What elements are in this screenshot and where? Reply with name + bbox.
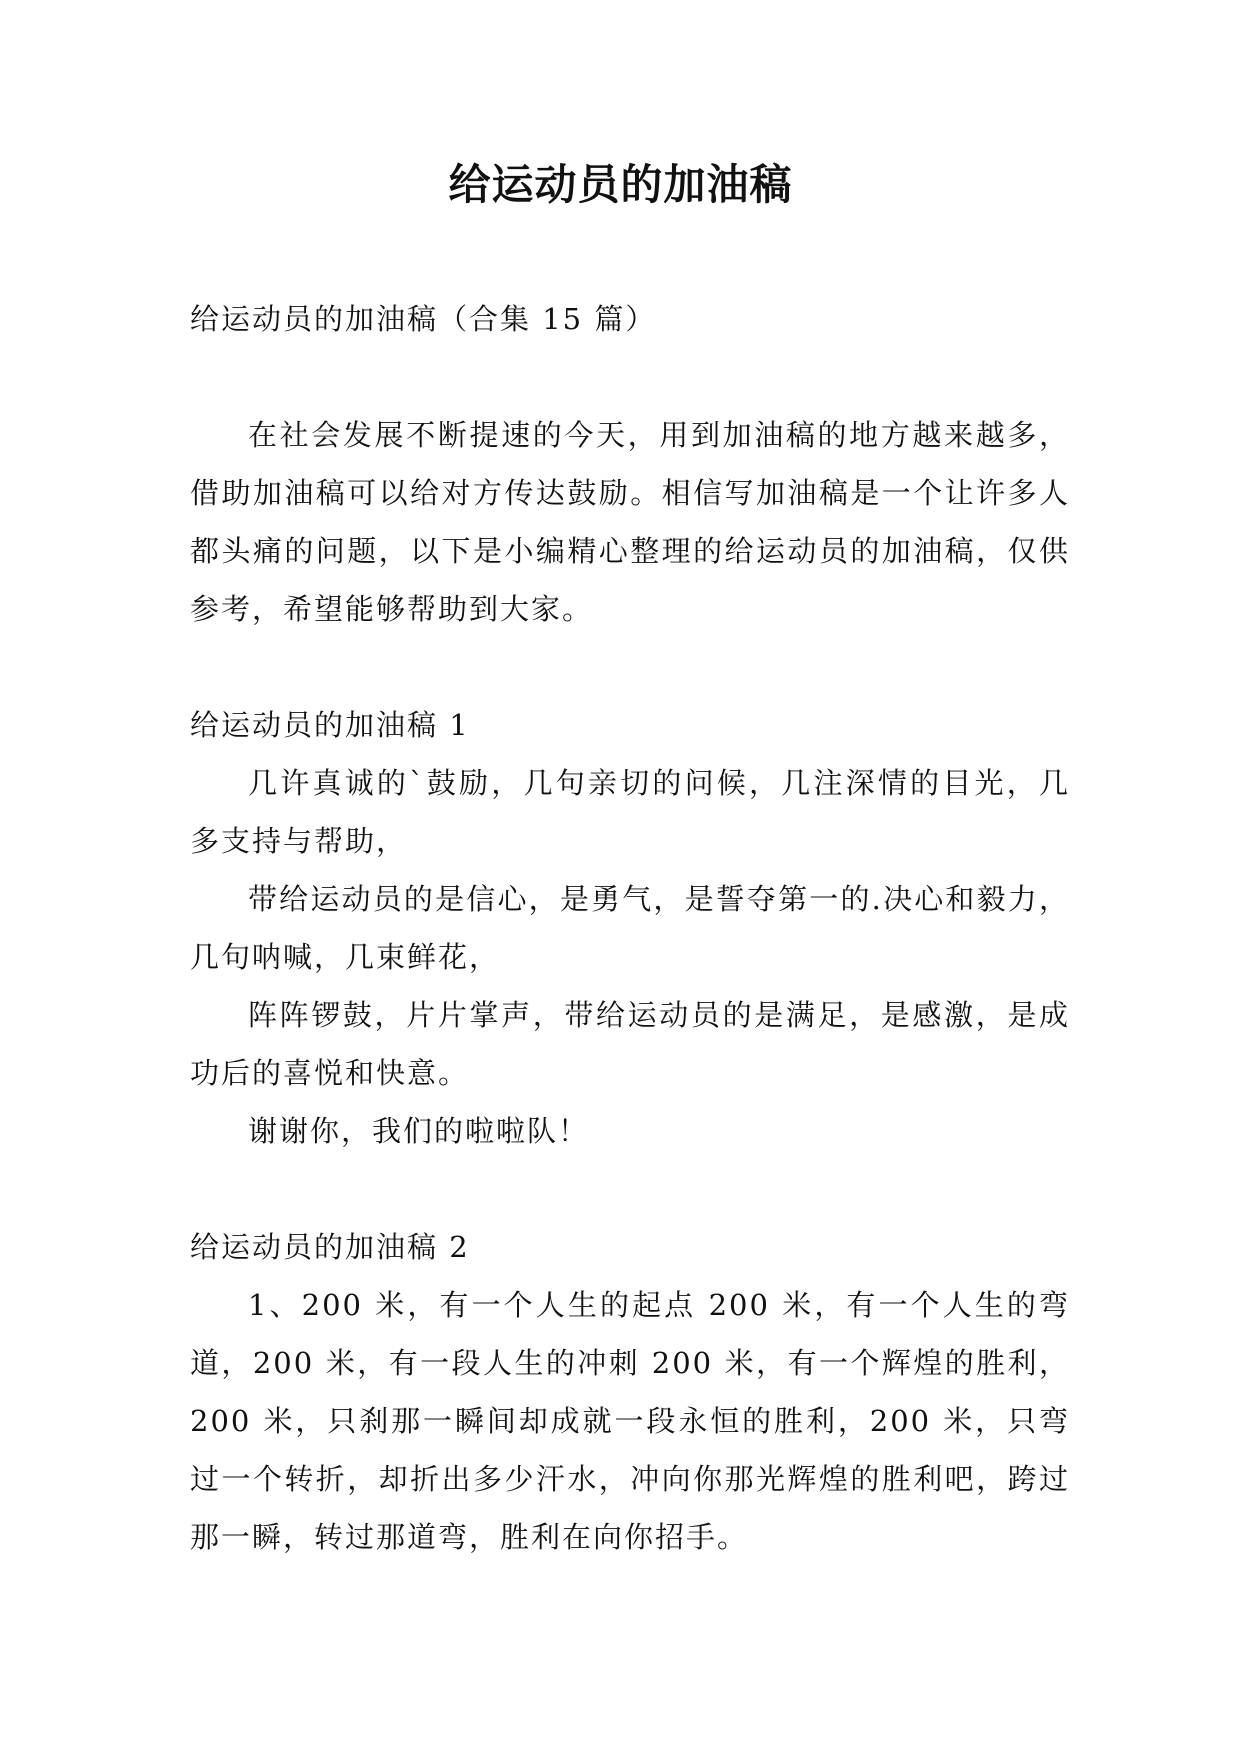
spacer [190,638,1070,696]
section-1-paragraph: 带给运动员的是信心，是勇气，是誓夺第一的.决心和毅力，几句呐喊，几束鲜花， [190,882,1070,974]
spacer [190,1160,1070,1218]
document-title: 给运动员的加油稿 [448,160,793,209]
section-1-paragraph: 谢谢你，我们的啦啦队！ [248,1114,590,1148]
section-2-paragraph: 1、200 米，有一个人生的起点 200 米，有一个人生的弯道，200 米，有一段人生的冲刺 200 米，有一个辉煌的胜利，200 米，只刹那一瞬间却成就一段永恒的胜利，200 米，只弯过一个转折，却折出多少汗水，冲向你那光辉煌的胜利吧，跨过那一瞬，转过那道弯，胜利在向你招手。 [190,1288,1070,1554]
intro-paragraph: 在社会发展不断提速的今天，用到加油稿的地方越来越多，借助加油稿可以给对方传达鼓励。相信写加油稿是一个让许多人都头痛的问题，以下是小编精心整理的给运动员的加油稿，仅供参考，希望能够帮助到大家。 [190,418,1070,626]
document-body [190,290,1070,1566]
document-subtitle: 给运动员的加油稿（合集 15 篇） [190,302,657,336]
section-1-paragraph: 阵阵锣鼓，片片掌声，带给运动员的是满足，是感激，是成功后的喜悦和快意。 [190,998,1070,1090]
spacer [190,348,1070,406]
section-heading-2: 给运动员的加油稿 2 [190,1230,470,1264]
section-heading-1: 给运动员的加油稿 1 [190,708,470,742]
section-1-paragraph: 几许真诚的`鼓励，几句亲切的问候，几注深情的目光，几多支持与帮助， [190,766,1070,858]
